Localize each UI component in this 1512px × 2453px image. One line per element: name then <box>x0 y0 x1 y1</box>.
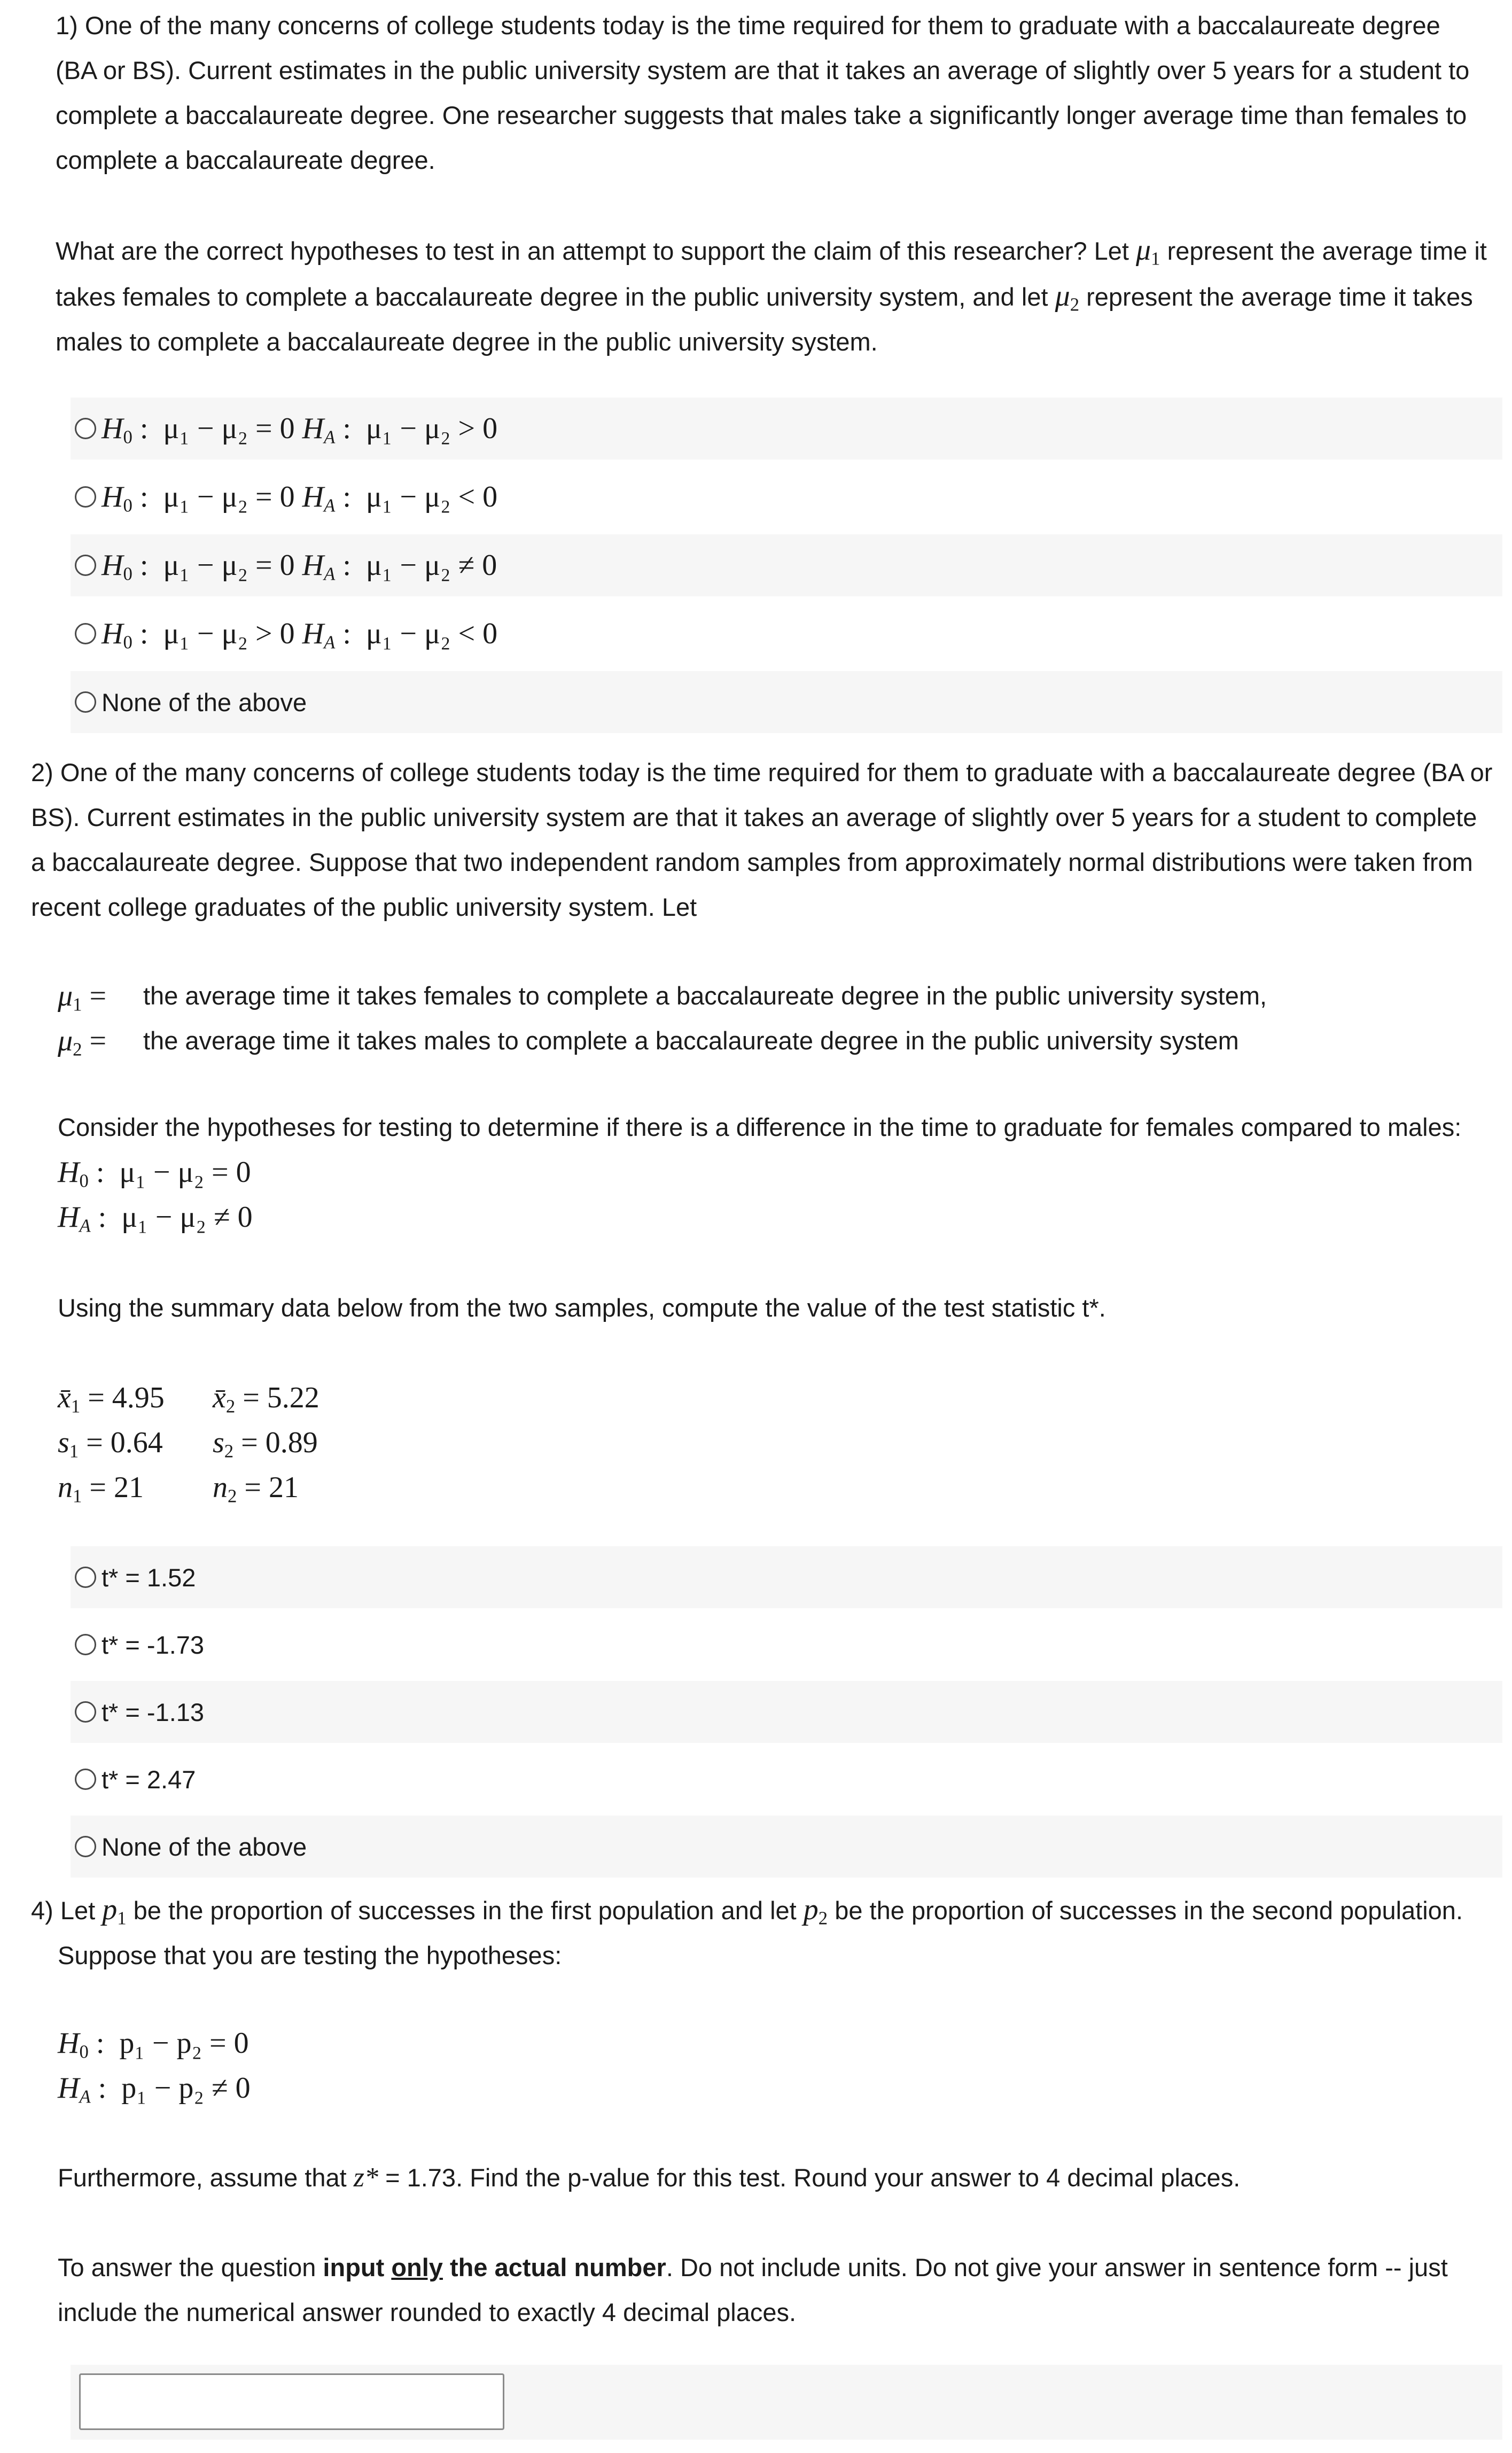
q4-prompt-b: be the proportion of successes in the first population and let <box>133 1896 797 1925</box>
radio-button[interactable] <box>75 1836 96 1857</box>
q2-option-1[interactable] <box>71 1546 1502 1608</box>
q1-option-1[interactable]: $H_0$ : μ₁ − μ₂ = 0 $H_A$ : μ₁ − μ₂ > 0 <box>71 398 1502 460</box>
q1-option-3[interactable]: $H_0$ : μ₁ − μ₂ = 0 $H_A$ : μ₁ − μ₂ ≠ 0 <box>71 534 1502 596</box>
q4-answer-input[interactable] <box>79 2373 504 2430</box>
q4-ans-c: only <box>391 2253 443 2281</box>
radio-button[interactable] <box>75 623 96 644</box>
q2-def-mu1: the average time it takes females to complete a baccalaureate degree in the public university system, <box>143 982 1267 1010</box>
q4-prompt-d: Suppose that you are testing the hypotheses: <box>58 1941 562 1969</box>
q2-h0: $H_0$ : μ₁ − μ₂ = 0 <box>58 1156 251 1192</box>
q2-option-4-label: t* = 2.47 <box>102 1765 196 1794</box>
q2-option-1-label: t* = 1.52 <box>102 1563 196 1592</box>
q1-instr-c: represent the average time it takes males to complete a baccalaureate degree in the public university system. <box>56 283 1473 356</box>
q1-option-none-label: None of the above <box>102 688 307 717</box>
q1-option-3-ha: μ₁ − μ₂ ≠ 0 <box>365 549 497 582</box>
q1-option-1-ha: μ₁ − μ₂ > 0 <box>365 412 498 445</box>
q2-def-mu2: the average time it takes males to complete a baccalaureate degree in the public university system <box>143 1026 1239 1055</box>
q2-ha-expr: μ₁ − μ₂ ≠ 0 <box>121 1201 253 1234</box>
q2-option-2[interactable] <box>71 1614 1502 1676</box>
q4-z-a: Furthermore, assume that <box>58 2163 347 2192</box>
q2-s2: = 0.89 <box>241 1426 318 1459</box>
q1-option-4-h0: μ₁ − μ₂ > 0 <box>163 617 295 650</box>
q2-prompt <box>31 750 1495 930</box>
q4-ha-expr: p₁ − p₂ ≠ 0 <box>121 2072 251 2105</box>
q1-option-2-h0: μ₁ − μ₂ = 0 <box>163 480 295 513</box>
q1-option-1-h0: μ₁ − μ₂ = 0 <box>163 412 295 445</box>
q4-ans-d: the actual number <box>450 2253 666 2281</box>
q4-h0-expr: p₁ − p₂ = 0 <box>119 2027 249 2060</box>
q1-option-2-ha: μ₁ − μ₂ < 0 <box>365 480 498 513</box>
q1-hypothesis-instructions: What are the correct hypotheses to test in an attempt to support the claim of this researcher? Let $\mu_1$ represent the average time it takes females to complete a baccalaureate degree in the public university system, and let $\mu_2$ represent the average time it takes males to complete a baccalaureate degree in the public university system. <box>56 233 1487 356</box>
q2-ha: $H_A$ : μ₁ − μ₂ ≠ 0 <box>58 1201 253 1236</box>
q4-ha: $H_A$ : p₁ − p₂ ≠ 0 <box>58 2072 251 2107</box>
radio-button[interactable] <box>75 1567 96 1588</box>
q2-definitions: $\mu_1$ = the average time it takes females to complete a baccalaureate degree in the public university system, $\mu_2$ = the average time it takes males to complete a baccalaureate degree in the public university system <box>58 974 1500 1063</box>
q2-instruction: Using the summary data below from the two samples, compute the value of the test statistic t*. <box>58 1294 1106 1322</box>
radio-button[interactable] <box>75 1634 96 1655</box>
q1-option-3-h0: μ₁ − μ₂ = 0 <box>163 549 295 582</box>
radio-button[interactable] <box>75 691 96 713</box>
q4-zstat-instruction: Furthermore, assume that z* = 1.73. Find the p-value for this test. Round your answer to 4 decimal places. <box>58 2162 1241 2193</box>
q4-answer-instruction <box>58 2245 1500 2335</box>
q4-h0: $H_0$ : p₁ − p₂ = 0 <box>58 2027 249 2062</box>
q2-n1: = 21 <box>89 1471 144 1504</box>
q2-option-4[interactable] <box>71 1748 1502 1810</box>
q1-option-4[interactable]: $H_0$ : μ₁ − μ₂ > 0 $H_A$ : μ₁ − μ₂ < 0 <box>71 603 1502 665</box>
q2-x2: = 5.22 <box>243 1381 319 1414</box>
q4-z-b: = 1.73. Find the p-value for this test. Round your answer to 4 decimal places. <box>385 2163 1241 2192</box>
q2-h0-expr: μ₁ − μ₂ = 0 <box>119 1156 251 1189</box>
q1-instr-a: What are the correct hypotheses to test in an attempt to support the claim of this researcher? Let <box>56 237 1129 265</box>
q2-option-3[interactable] <box>71 1681 1502 1743</box>
q2-hypothesis-intro: Consider the hypotheses for testing to determine if there is a difference in the time to graduate for females compared to males: <box>58 1113 1462 1141</box>
q2-option-2-label: t* = -1.73 <box>102 1630 205 1659</box>
q2-option-3-label: t* = -1.13 <box>102 1697 205 1726</box>
radio-button[interactable] <box>75 418 96 439</box>
q2-x1: = 4.95 <box>88 1381 165 1414</box>
radio-button[interactable] <box>75 486 96 508</box>
q1-option-none[interactable] <box>71 671 1502 733</box>
q4-ans-b: input <box>323 2253 385 2281</box>
q2-s1: = 0.64 <box>86 1426 163 1459</box>
q4-ans-e: . Do not include units. Do not give your answer in sentence form -- just include the numerical answer rounded to exactly 4 decimal places. <box>58 2253 1448 2326</box>
q4-prompt-a: 4) Let <box>31 1896 96 1925</box>
radio-button[interactable] <box>75 1701 96 1723</box>
radio-button[interactable] <box>75 1769 96 1790</box>
q1-instr-b: represent the average time it takes females to complete a baccalaureate degree in the public university system, and let <box>56 237 1487 311</box>
q1-prompt: 1) One of the many concerns of college students today is the time required for them to graduate with a baccalaureate degree (BA or BS). Current estimates in the public university system are that it takes an average of slightly over 5 years for a student to complete a baccalaureate degree. One researcher suggests that males take a significantly longer average time than females to complete a baccalaureate degree. <box>56 11 1470 174</box>
q2-prompt-text: 2) One of the many concerns of college students today is the time required for them to graduate with a baccalaureate degree (BA or BS). Current estimates in the public university system are that it takes an average of slightly over 5 years for a student to complete a baccalaureate degree. Suppose that two independent random samples from approximately normal distributions were taken from recent college graduates of the public university system. Let <box>31 758 1493 921</box>
q1-option-2[interactable]: $H_0$ : μ₁ − μ₂ = 0 $H_A$ : μ₁ − μ₂ < 0 <box>71 466 1502 528</box>
q4-prompt-c: be the proportion of successes in the second population. <box>835 1896 1463 1925</box>
q4-prompt: 4) Let $p_1$ be the proportion of successes in the first population and let $p_2$ be the proportion of successes in the second population. Suppose that you are testing the hypotheses: <box>31 1893 1463 1969</box>
q2-option-none[interactable] <box>71 1816 1502 1878</box>
q4-ans-a: To answer the question <box>58 2253 316 2281</box>
q2-n2: = 21 <box>244 1471 299 1504</box>
radio-button[interactable] <box>75 555 96 576</box>
q1-option-4-ha: μ₁ − μ₂ < 0 <box>365 617 498 650</box>
q2-summary-data: $x̄_1 = 4.95$ $x̄_2 = 5.22$ $s_1 = 0.64$ $s_2 = 0.89$ $n_1 = 21$ $n_2 = 21$ <box>58 1381 319 1507</box>
q2-option-none-label: None of the above <box>102 1832 307 1861</box>
